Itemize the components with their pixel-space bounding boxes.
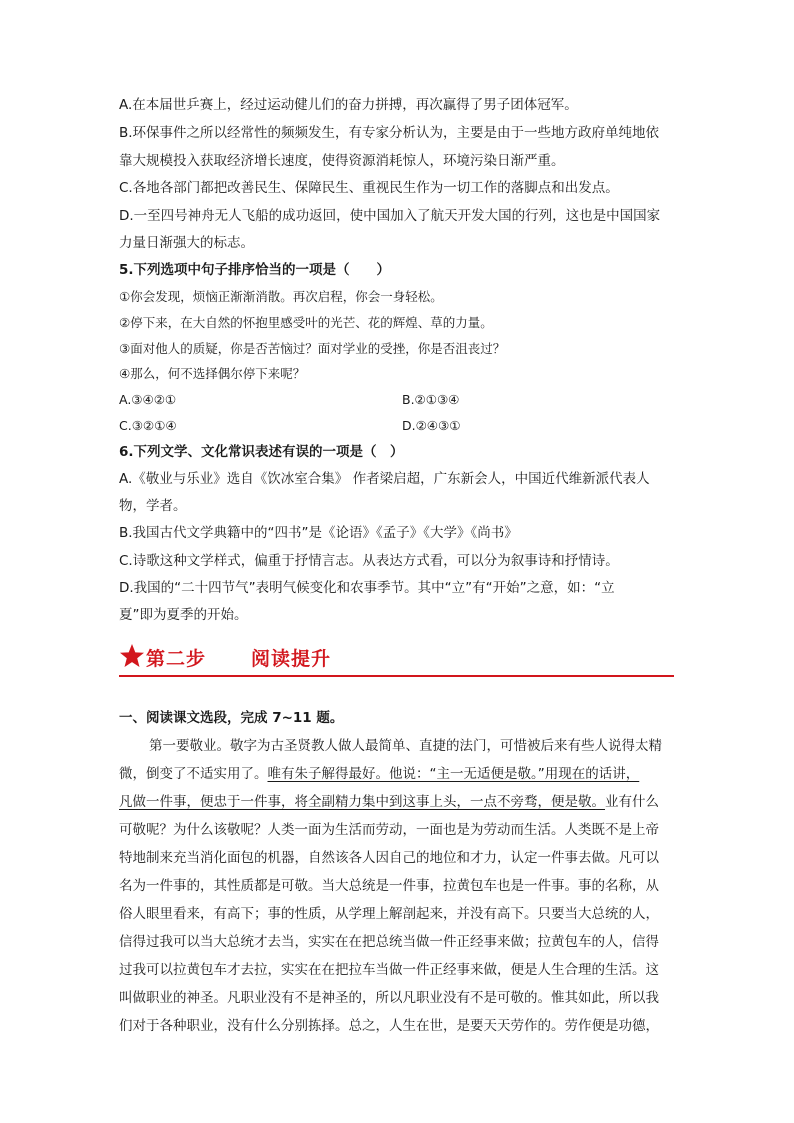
star-icon xyxy=(119,643,145,669)
q5-sentence-2: ②停下来，在大自然的怀抱里感受叶的光芒、花的辉煌、草的力量。 xyxy=(119,315,493,330)
passage-line: 过我可以拉黄包车才去拉，实实在在把拉车当做一件正经事来做，便是人生合理的生活。这 xyxy=(119,962,659,978)
section-header xyxy=(119,642,674,678)
passage-text: 业有什么 xyxy=(605,794,659,810)
q6-option-b: B.我国古代文学典籍中的“四书”是《论语》《孟子》《大学》《尚书》 xyxy=(119,525,518,541)
q4-option-b-line1: B.环保事件之所以经常性的频频发生，有专家分析认为，主要是由于一些地方政府单纯地依 xyxy=(119,125,660,141)
section-step: 第二步 xyxy=(146,648,207,670)
q4-option-c: C.各地各部门都把改善民生、保障民生、重视民生作为一切工作的落脚点和出发点。 xyxy=(119,180,619,196)
q6-option-d-line2: 夏”即为夏季的开始。 xyxy=(119,607,248,623)
q5-question: 5.下列选项中句子排序恰当的一项是（ ） xyxy=(119,262,391,278)
q4-option-b-line2: 靠大规模投入获取经济增长速度，使得资源消耗惊人，环境污染日渐严重。 xyxy=(119,153,565,169)
q6-option-a-line1: A.《敬业与乐业》选自《饮冰室合集》 作者梁启超，广东新会人，中国近代维新派代表人 xyxy=(119,471,650,487)
passage-line: 名为一件事的，其性质都是可敬。当大总统是一件事，拉黄包车也是一件事。事的名称，从 xyxy=(119,878,659,894)
passage-line: 俗人眼里看来，有高下；事的性质，从学理上解剖起来，并没有高下。只要当大总统的人， xyxy=(119,906,659,922)
q5-sentence-4: ④那么，何不选择偶尔停下来呢？ xyxy=(119,366,306,381)
passage-line: 可敬呢？为什么该敬呢？人类一面为生活而劳动，一面也是为劳动而生活。人类既不是上帝 xyxy=(119,822,659,838)
underlined-text: 凡做一件事，便忠于一件事，将全副精力集中到这事上头，一点不旁骛，便是敬。 xyxy=(119,794,605,810)
passage-line: 信得过我可以当大总统才去当，实实在在把总统当做一件正经事来做；拉黄包车的人，信得 xyxy=(119,934,659,950)
q5-option-c: C.③②①④ xyxy=(119,418,177,433)
underlined-text: 唯有朱子解得最好。他说：“主一无适便是敬。”用现在的话讲， xyxy=(267,766,640,782)
passage-line: 们对于各种职业，没有什么分别拣择。总之，人生在世，是要天天劳作的。劳作便是功德， xyxy=(119,1018,659,1034)
q5-option-b: B.②①③④ xyxy=(402,392,460,407)
passage-line: 特地制来充当消化面包的机器，自然该各人因自己的地位和才力，认定一件事去做。凡可以 xyxy=(119,850,659,866)
reading-heading: 一、阅读课文选段，完成 7~11 题。 xyxy=(119,710,344,726)
q6-option-d-line1: D.我国的“二十四节气”表明气候变化和农事季节。其中“立”有“开始”之意，如：“立 xyxy=(119,580,615,596)
q4-option-d-line1: D.一至四号神舟无人飞船的成功返回，使中国加入了航天开发大国的行列，这也是中国国家 xyxy=(119,208,661,224)
passage-line: 叫做职业的神圣。凡职业没有不是神圣的，所以凡职业没有不是可敬的。惟其如此，所以我 xyxy=(119,990,659,1006)
passage-line: 第一要敬业。敬字为古圣贤教人做人最简单、直捷的法门，可惜被后来有些人说得太精 xyxy=(149,738,662,754)
q5-option-a: A.③④②① xyxy=(119,392,177,407)
q4-option-a: A.在本届世乒赛上，经过运动健儿们的奋力拼搏，再次赢得了男子团体冠军。 xyxy=(119,97,578,113)
q5-option-d: D.②④③① xyxy=(402,418,461,433)
section-divider xyxy=(119,675,674,677)
q6-question: 6.下列文学、文化常识表述有误的一项是（ ） xyxy=(119,444,404,460)
q6-option-a-line2: 物，学者。 xyxy=(119,498,187,514)
q6-option-c: C.诗歌这种文学样式，偏重于抒情言志。从表达方式看，可以分为叙事诗和抒情诗。 xyxy=(119,553,619,569)
q4-option-d-line2: 力量日渐强大的标志。 xyxy=(119,235,254,251)
q5-sentence-3: ③面对他人的质疑，你是否苦恼过？面对学业的受挫，你是否沮丧过？ xyxy=(119,341,506,356)
q5-sentence-1: ①你会发现，烦恼正渐渐消散。再次启程，你会一身轻松。 xyxy=(119,289,443,304)
passage-line xyxy=(119,765,639,783)
passage-text: 微，倒变了不适实用了。 xyxy=(119,766,268,782)
passage-line xyxy=(119,793,659,811)
section-title: 阅读提升 xyxy=(251,648,332,670)
